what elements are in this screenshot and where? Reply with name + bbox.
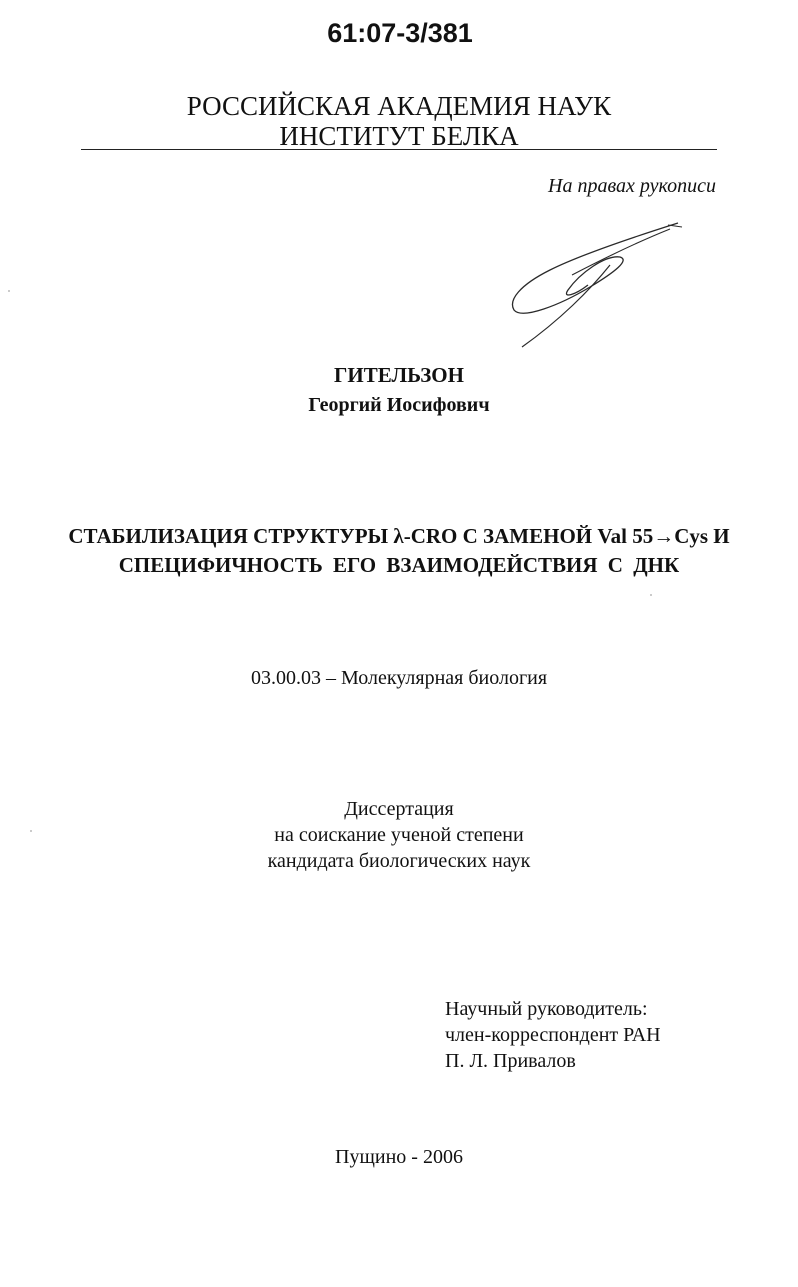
academy-name: РОССИЙСКАЯ АКАДЕМИЯ НАУК — [186, 91, 612, 121]
place-and-year: Пущино - 2006 — [335, 1146, 463, 1168]
institute-name: ИНСТИТУТ БЕЛКА — [279, 121, 519, 151]
advisor-block — [445, 996, 661, 1074]
specialty-code: 03.00.03 – Молекулярная биология — [250, 667, 548, 689]
header-divider — [81, 149, 717, 150]
advisor-rank: член-корреспондент РАН — [445, 1024, 661, 1046]
dissertation-label: Диссертация — [344, 798, 454, 820]
degree-purpose: на соискание ученой степени — [274, 824, 524, 846]
rights-note: На правах рукописи — [548, 175, 716, 197]
degree-name: кандидата биологических наук — [267, 850, 531, 872]
scan-speck — [8, 290, 10, 292]
advisor-label: Научный руководитель: — [445, 998, 648, 1020]
dissertation-title-line-2: СПЕЦИФИЧНОСТЬ ЕГО ВЗАИМОДЕЙСТВИЯ С ДНК — [118, 553, 680, 577]
handwritten-signature — [500, 215, 690, 350]
dissertation-title-line-1: СТАБИЛИЗАЦИЯ СТРУКТУРЫ λ-CRO С ЗАМЕНОЙ Val 55→Cys И — [68, 524, 730, 548]
archive-stamp-number: 61:07-3/381 — [327, 18, 473, 48]
advisor-name: П. Л. Привалов — [445, 1050, 576, 1072]
dissertation-block — [0, 796, 798, 874]
scan-speck — [650, 594, 652, 596]
scan-speck — [30, 830, 32, 832]
author-given-names: Георгий Иосифович — [308, 394, 490, 416]
author-surname: ГИТЕЛЬЗОН — [334, 363, 464, 387]
